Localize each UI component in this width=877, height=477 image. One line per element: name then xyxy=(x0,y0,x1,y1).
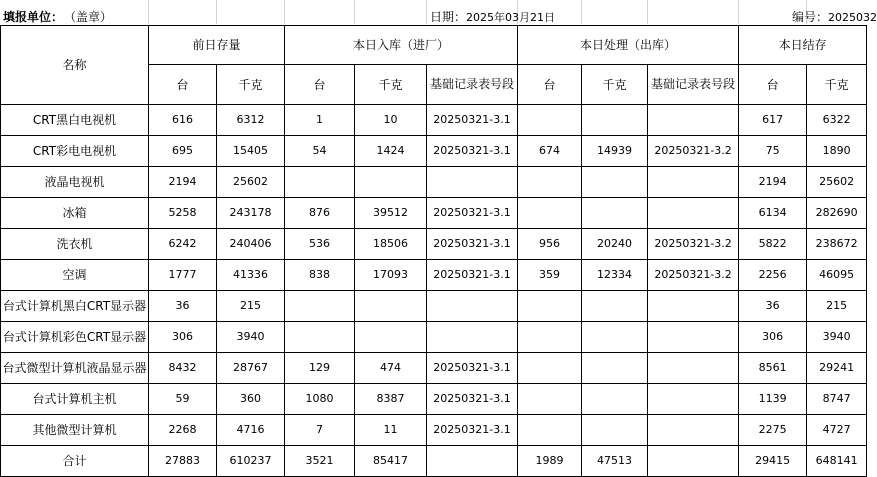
cell-in-kg[interactable]: 1424 xyxy=(355,136,427,167)
cell-in-rec[interactable] xyxy=(427,291,518,322)
cell-prev-tai[interactable]: 6242 xyxy=(149,229,217,260)
cell-out-rec[interactable] xyxy=(648,415,739,446)
cell-in-kg[interactable] xyxy=(355,167,427,198)
cell-in-tai[interactable]: 7 xyxy=(285,415,355,446)
cell-out-rec[interactable] xyxy=(648,167,739,198)
table-row xyxy=(1,229,867,260)
cell-in-kg[interactable] xyxy=(355,322,427,353)
cell-bal-tai[interactable]: 75 xyxy=(739,136,807,167)
table-row xyxy=(1,167,867,198)
cell-in-rec[interactable] xyxy=(427,446,518,477)
table-row xyxy=(1,291,867,322)
cell-out-kg[interactable] xyxy=(582,291,648,322)
col-header-units: 台 xyxy=(285,65,355,105)
cell-out-tai[interactable] xyxy=(518,198,582,229)
cell-out-kg[interactable] xyxy=(582,105,648,136)
cell-prev-kg[interactable]: 25602 xyxy=(217,167,285,198)
cell-in-rec[interactable]: 20250321-3.1 xyxy=(427,136,518,167)
gridline xyxy=(647,0,648,24)
cell-out-tai[interactable]: 956 xyxy=(518,229,582,260)
cell-in-kg[interactable]: 8387 xyxy=(355,384,427,415)
col-header-kg: 千克 xyxy=(582,65,648,105)
cell-out-rec[interactable]: 20250321-3.2 xyxy=(648,136,739,167)
cell-prev-tai[interactable]: 306 xyxy=(149,322,217,353)
cell-prev-tai[interactable]: 36 xyxy=(149,291,217,322)
cell-bal-tai[interactable]: 36 xyxy=(739,291,807,322)
cell-out-rec[interactable]: 20250321-3.2 xyxy=(648,229,739,260)
cell-prev-kg[interactable]: 41336 xyxy=(217,260,285,291)
cell-prev-tai[interactable]: 8432 xyxy=(149,353,217,384)
cell-prev-tai[interactable]: 27883 xyxy=(149,446,217,477)
table-row xyxy=(1,260,867,291)
cell-out-kg[interactable]: 20240 xyxy=(582,229,648,260)
cell-bal-kg[interactable]: 4727 xyxy=(807,415,867,446)
item-name-cell[interactable]: 洗衣机 xyxy=(1,229,149,260)
serial-value: 2025032 xyxy=(828,11,877,24)
reporting-unit-label: 填报单位： xyxy=(3,10,64,24)
group-header-previous-stock: 前日存量 xyxy=(149,26,285,65)
cell-out-rec[interactable] xyxy=(648,105,739,136)
cell-in-tai[interactable]: 876 xyxy=(285,198,355,229)
date-value: 2025年03月21日 xyxy=(466,11,556,24)
cell-prev-tai[interactable]: 5258 xyxy=(149,198,217,229)
next-column-edge xyxy=(866,25,872,443)
cell-out-rec[interactable] xyxy=(648,384,739,415)
cell-in-tai[interactable]: 54 xyxy=(285,136,355,167)
cell-in-tai[interactable]: 1080 xyxy=(285,384,355,415)
cell-prev-tai[interactable]: 2194 xyxy=(149,167,217,198)
item-name-cell[interactable]: 台式计算机黑白CRT显示器 xyxy=(1,291,149,322)
cell-prev-tai[interactable]: 616 xyxy=(149,105,217,136)
cell-out-tai[interactable] xyxy=(518,322,582,353)
serial-field xyxy=(792,10,877,25)
cell-bal-kg[interactable]: 282690 xyxy=(807,198,867,229)
cell-out-rec[interactable] xyxy=(648,446,739,477)
gridline xyxy=(216,0,217,24)
cell-in-kg[interactable]: 85417 xyxy=(355,446,427,477)
cell-in-tai[interactable]: 129 xyxy=(285,353,355,384)
cell-prev-tai[interactable]: 2268 xyxy=(149,415,217,446)
item-name-cell[interactable]: 台式计算机主机 xyxy=(1,384,149,415)
cell-bal-tai[interactable]: 306 xyxy=(739,322,807,353)
gridline xyxy=(581,0,582,24)
table-row xyxy=(1,136,867,167)
cell-bal-kg[interactable]: 238672 xyxy=(807,229,867,260)
cell-out-tai[interactable]: 1989 xyxy=(518,446,582,477)
cell-in-rec[interactable]: 20250321-3.1 xyxy=(427,415,518,446)
cell-prev-kg[interactable]: 215 xyxy=(217,291,285,322)
date-field xyxy=(430,10,555,25)
cell-in-kg[interactable] xyxy=(355,291,427,322)
table-row xyxy=(1,322,867,353)
cell-in-kg[interactable]: 18506 xyxy=(355,229,427,260)
cell-in-rec[interactable] xyxy=(427,322,518,353)
cell-prev-tai[interactable]: 695 xyxy=(149,136,217,167)
cell-prev-tai[interactable]: 1777 xyxy=(149,260,217,291)
col-header-kg: 千克 xyxy=(807,65,867,105)
cell-prev-kg[interactable]: 610237 xyxy=(217,446,285,477)
cell-out-kg[interactable]: 14939 xyxy=(582,136,648,167)
group-header-balance: 本日结存 xyxy=(739,26,867,65)
gridline xyxy=(354,0,355,24)
group-header-inbound: 本日入库（进厂） xyxy=(285,26,518,65)
group-header-processed: 本日处理（出库） xyxy=(518,26,739,65)
col-header-units: 台 xyxy=(739,65,807,105)
table-row xyxy=(1,384,867,415)
date-label: 日期： xyxy=(430,10,467,24)
cell-in-rec[interactable]: 20250321-3.1 xyxy=(427,198,518,229)
cell-out-kg[interactable] xyxy=(582,167,648,198)
cell-in-rec[interactable]: 20250321-3.1 xyxy=(427,384,518,415)
cell-bal-kg[interactable]: 8747 xyxy=(807,384,867,415)
cell-in-kg[interactable]: 474 xyxy=(355,353,427,384)
cell-out-rec[interactable]: 20250321-3.2 xyxy=(648,260,739,291)
cell-out-kg[interactable]: 12334 xyxy=(582,260,648,291)
cell-out-tai[interactable] xyxy=(518,384,582,415)
col-header-record-range: 基础记录表号段 xyxy=(427,65,518,105)
cell-in-tai[interactable] xyxy=(285,322,355,353)
item-name-cell[interactable]: 空调 xyxy=(1,260,149,291)
cell-bal-kg[interactable]: 3940 xyxy=(807,322,867,353)
cell-out-kg[interactable] xyxy=(582,384,648,415)
col-header-kg: 千克 xyxy=(217,65,285,105)
col-header-units: 台 xyxy=(518,65,582,105)
cell-out-tai[interactable] xyxy=(518,291,582,322)
cell-prev-kg[interactable]: 28767 xyxy=(217,353,285,384)
cell-in-rec[interactable]: 20250321-3.1 xyxy=(427,260,518,291)
cell-prev-kg[interactable]: 6312 xyxy=(217,105,285,136)
table-row xyxy=(1,105,867,136)
cell-bal-kg[interactable]: 29241 xyxy=(807,353,867,384)
cell-in-rec[interactable]: 20250321-3.1 xyxy=(427,353,518,384)
cell-in-kg[interactable]: 17093 xyxy=(355,260,427,291)
inventory-table xyxy=(0,25,867,477)
cell-out-tai[interactable] xyxy=(518,353,582,384)
item-name-cell[interactable]: 冰箱 xyxy=(1,198,149,229)
cell-prev-tai[interactable]: 59 xyxy=(149,384,217,415)
cell-bal-tai[interactable]: 617 xyxy=(739,105,807,136)
cell-out-kg[interactable] xyxy=(582,415,648,446)
cell-out-kg[interactable] xyxy=(582,353,648,384)
item-name-cell[interactable]: CRT彩电电视机 xyxy=(1,136,149,167)
cell-bal-tai[interactable]: 6134 xyxy=(739,198,807,229)
gridline xyxy=(426,0,427,24)
cell-bal-kg[interactable]: 6322 xyxy=(807,105,867,136)
serial-label: 编号： xyxy=(792,10,829,24)
col-header-units: 台 xyxy=(149,65,217,105)
cell-in-rec[interactable]: 20250321-3.1 xyxy=(427,229,518,260)
table-row xyxy=(1,198,867,229)
item-name-cell[interactable]: 合计 xyxy=(1,446,149,477)
cell-in-tai[interactable]: 838 xyxy=(285,260,355,291)
cell-in-kg[interactable]: 11 xyxy=(355,415,427,446)
cell-prev-kg[interactable]: 3940 xyxy=(217,322,285,353)
gridline xyxy=(738,0,739,24)
cell-bal-kg[interactable]: 46095 xyxy=(807,260,867,291)
cell-out-tai[interactable] xyxy=(518,167,582,198)
cell-in-kg[interactable]: 10 xyxy=(355,105,427,136)
cell-bal-kg[interactable]: 25602 xyxy=(807,167,867,198)
cell-bal-kg[interactable]: 215 xyxy=(807,291,867,322)
gridline xyxy=(284,0,285,24)
item-name-cell[interactable]: CRT黑白电视机 xyxy=(1,105,149,136)
cell-in-tai[interactable] xyxy=(285,167,355,198)
seal-note: （盖章） xyxy=(64,10,113,24)
cell-bal-tai[interactable]: 5822 xyxy=(739,229,807,260)
item-name-cell[interactable]: 液晶电视机 xyxy=(1,167,149,198)
cell-out-kg[interactable] xyxy=(582,198,648,229)
cell-out-tai[interactable]: 674 xyxy=(518,136,582,167)
cell-out-tai[interactable] xyxy=(518,415,582,446)
item-name-cell[interactable]: 台式计算机彩色CRT显示器 xyxy=(1,322,149,353)
cell-out-rec[interactable] xyxy=(648,322,739,353)
cell-in-kg[interactable]: 39512 xyxy=(355,198,427,229)
gridline xyxy=(148,0,149,24)
cell-bal-tai[interactable]: 1139 xyxy=(739,384,807,415)
cell-prev-kg[interactable]: 360 xyxy=(217,384,285,415)
cell-out-rec[interactable] xyxy=(648,198,739,229)
item-name-cell[interactable]: 其他微型计算机 xyxy=(1,415,149,446)
header-info-row xyxy=(0,0,877,25)
cell-out-rec[interactable] xyxy=(648,291,739,322)
col-header-record-range: 基础记录表号段 xyxy=(648,65,739,105)
cell-bal-kg[interactable]: 648141 xyxy=(807,446,867,477)
cell-in-tai[interactable]: 1 xyxy=(285,105,355,136)
cell-in-tai[interactable] xyxy=(285,291,355,322)
name-column-header: 名称 xyxy=(1,26,149,105)
cell-out-tai[interactable]: 359 xyxy=(518,260,582,291)
cell-bal-tai[interactable]: 2194 xyxy=(739,167,807,198)
item-name-cell[interactable]: 台式微型计算机液晶显示器 xyxy=(1,353,149,384)
cell-in-rec[interactable]: 20250321-3.1 xyxy=(427,105,518,136)
cell-prev-kg[interactable]: 15405 xyxy=(217,136,285,167)
cell-out-kg[interactable] xyxy=(582,322,648,353)
cell-bal-tai[interactable]: 29415 xyxy=(739,446,807,477)
cell-out-tai[interactable] xyxy=(518,105,582,136)
table-row xyxy=(1,446,867,477)
cell-bal-tai[interactable]: 2256 xyxy=(739,260,807,291)
cell-out-kg[interactable]: 47513 xyxy=(582,446,648,477)
cell-prev-kg[interactable]: 4716 xyxy=(217,415,285,446)
table-row xyxy=(1,353,867,384)
col-header-kg: 千克 xyxy=(355,65,427,105)
cell-in-tai[interactable]: 3521 xyxy=(285,446,355,477)
cell-bal-tai[interactable]: 8561 xyxy=(739,353,807,384)
cell-prev-kg[interactable]: 243178 xyxy=(217,198,285,229)
cell-in-rec[interactable] xyxy=(427,167,518,198)
cell-bal-tai[interactable]: 2275 xyxy=(739,415,807,446)
table-row xyxy=(1,415,867,446)
cell-out-rec[interactable] xyxy=(648,353,739,384)
cell-bal-kg[interactable]: 1890 xyxy=(807,136,867,167)
cell-in-tai[interactable]: 536 xyxy=(285,229,355,260)
cell-prev-kg[interactable]: 240406 xyxy=(217,229,285,260)
